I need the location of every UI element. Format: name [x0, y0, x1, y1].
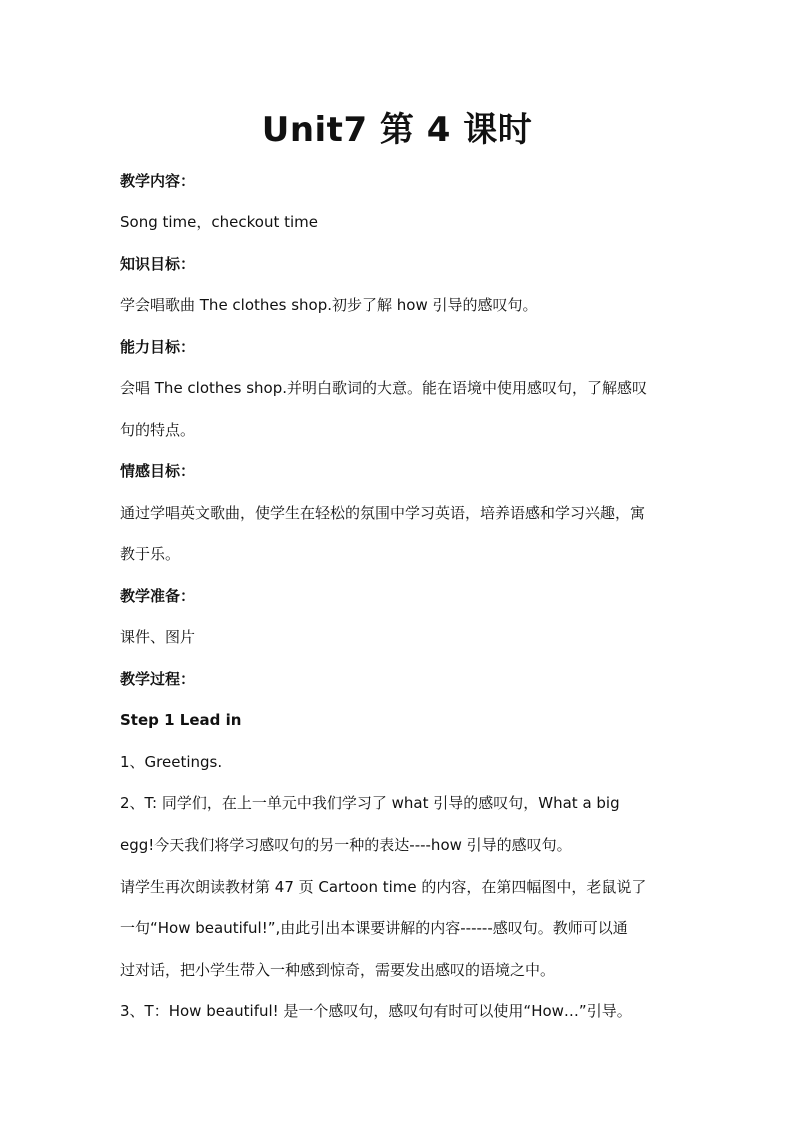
text-item2-line3: 请学生再次朗读教材第 47 页 Cartoon time 的内容，在第四幅图中，老鼠说了: [120, 878, 647, 896]
text-ability-goals-line1: 会唱 The clothes shop.并明白歌词的大意。能在语境中使用感叹句，了解感叹: [120, 379, 648, 397]
text-knowledge-goals: 学会唱歌曲 The clothes shop.初步了解 how 引导的感叹句。: [120, 296, 538, 314]
text-item2-line5: 过对话，把小学生带入一种感到惊奇，需要发出感叹的语境之中。: [120, 961, 556, 979]
text-item2-line2: egg!今天我们将学习感叹句的另一种的表达----how 引导的感叹句。: [120, 836, 572, 854]
heading-knowledge-goals: 知识目标：: [120, 255, 196, 273]
heading-teaching-content: 教学内容：: [120, 172, 196, 190]
text-ability-goals-line2: 句的特点。: [120, 421, 196, 439]
text-item3: 3、T：How beautiful! 是一个感叹句，感叹句有时可以使用“How…”引导。: [120, 1002, 632, 1020]
heading-ability-goals: 能力目标：: [120, 338, 196, 356]
text-item2-line1: 2、T: 同学们，在上一单元中我们学习了 what 引导的感叹句，What a big: [120, 794, 620, 812]
heading-process: 教学过程：: [120, 670, 196, 688]
text-teaching-content: Song time，checkout time: [120, 213, 318, 231]
heading-step1: Step 1 Lead in: [120, 711, 242, 729]
text-emotion-goals-line2: 教于乐。: [120, 545, 181, 563]
text-preparation: 课件、图片: [120, 628, 196, 646]
text-item2-line4: 一句“How beautiful!”,由此引出本课要讲解的内容------感叹句。教师可以通: [120, 919, 628, 937]
heading-preparation: 教学准备：: [120, 587, 196, 605]
text-item1: 1、Greetings.: [120, 753, 223, 771]
text-emotion-goals-line1: 通过学唱英文歌曲，使学生在轻松的氛围中学习英语，培养语感和学习兴趣，寓: [120, 504, 646, 522]
page-title: Unit7 第 4 课时: [261, 110, 533, 150]
heading-emotion-goals: 情感目标：: [120, 462, 196, 480]
